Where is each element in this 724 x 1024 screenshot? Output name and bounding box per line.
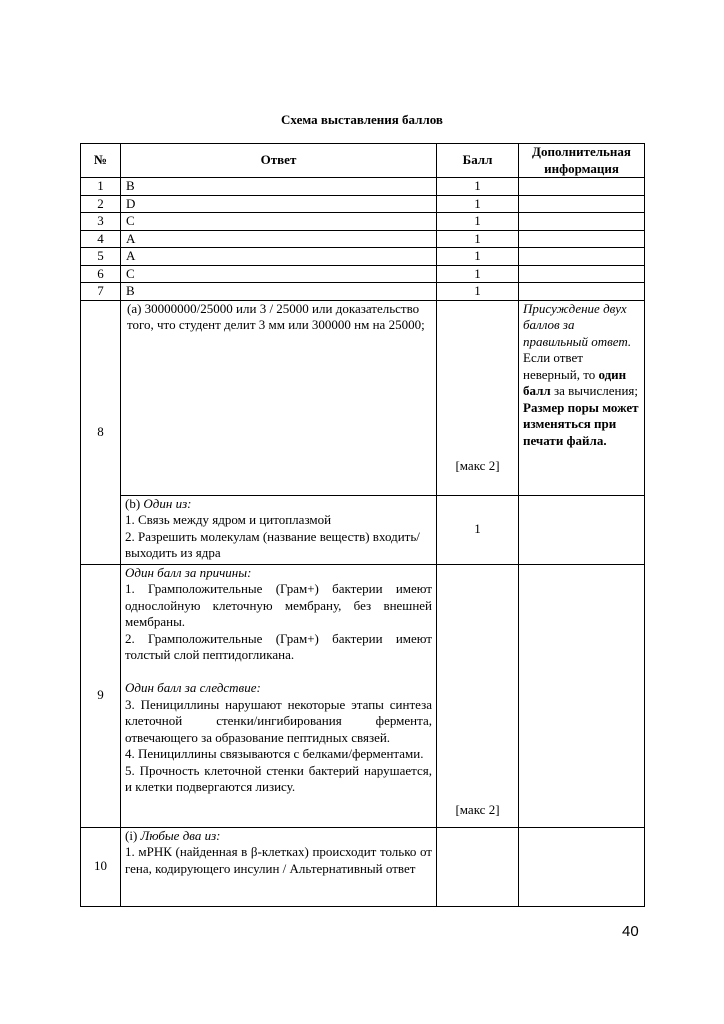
q9-answer	[121, 564, 437, 827]
table-row	[81, 248, 645, 266]
row-num: 3	[81, 213, 121, 231]
q10-info	[519, 827, 645, 906]
row-num: 5	[81, 248, 121, 266]
q8a-info	[519, 300, 645, 495]
table-row	[81, 213, 645, 231]
header-info: Дополнительная информация	[519, 144, 645, 178]
row-num: 4	[81, 230, 121, 248]
row-score: 1	[437, 195, 519, 213]
page-number: 40	[622, 923, 639, 940]
row-score: 1	[437, 248, 519, 266]
header-answer: Ответ	[121, 144, 437, 178]
row-info	[519, 213, 645, 231]
q9-info	[519, 564, 645, 827]
q8-info-bold2: Размер поры может изменяться при печати файла.	[523, 399, 639, 448]
q8a-score: [макс 2]	[437, 300, 519, 495]
q9-item4: 4. Пенициллины связываются с белками/ферментами.	[125, 746, 424, 761]
q10-item1: 1. мРНК (найденная в β-клетках) происходит только от гена, кодирующего инсулин / Альтернативный ответ	[125, 844, 432, 876]
header-score: Балл	[437, 144, 519, 178]
table-row	[81, 178, 645, 196]
table-row-q8b	[81, 495, 645, 564]
table-row-q8a	[81, 300, 645, 495]
row-info	[519, 248, 645, 266]
row-num: 7	[81, 283, 121, 301]
row-num: 2	[81, 195, 121, 213]
row-answer: A	[121, 248, 437, 266]
row-num: 8	[81, 300, 121, 564]
q8b-info	[519, 495, 645, 564]
row-answer: B	[121, 283, 437, 301]
q9-intro2: Один балл за следствие:	[125, 680, 261, 695]
row-answer: D	[121, 195, 437, 213]
q9-item5: 5. Прочность клеточной стенки бактерий нарушается, и клетки подвергаются лизису.	[125, 762, 432, 794]
q9-item3: 3. Пенициллины нарушают некоторые этапы синтеза клеточной стенки/ингибирования фермента, отвечающего за образование пептидных связей.	[125, 696, 432, 745]
q8b-item2: 2. Разрешить молекулам (название веществ) входить/выходить из ядра	[125, 528, 420, 560]
row-info	[519, 195, 645, 213]
row-num: 10	[81, 827, 121, 906]
row-score: 1	[437, 283, 519, 301]
row-answer: B	[121, 178, 437, 196]
row-info	[519, 265, 645, 283]
q10-answer	[121, 827, 437, 906]
table-row-q9	[81, 564, 645, 827]
row-answer: A	[121, 230, 437, 248]
q8b-item1: 1. Связь между ядром и цитоплазмой	[125, 512, 332, 527]
row-answer: C	[121, 265, 437, 283]
q10-intro: Любые два из:	[140, 827, 221, 843]
row-info	[519, 230, 645, 248]
q8b-intro: Один из:	[143, 495, 192, 511]
q10-label: (i)	[125, 827, 138, 843]
row-num: 1	[81, 178, 121, 196]
q9-item1: 1. Грамположительные (Грам+) бактерии имеют однослойную клеточную мембрану, без внешней мембраны.	[125, 581, 432, 629]
q8b-score: 1	[437, 495, 519, 564]
q8-info-italic: Присуждение двух баллов за правильный ответ.	[523, 300, 632, 349]
row-score: 1	[437, 230, 519, 248]
table-row	[81, 265, 645, 283]
row-score: 1	[437, 265, 519, 283]
q8-info-text1: Если ответ неверный, то	[523, 350, 596, 382]
table-header-row	[81, 144, 645, 178]
scoring-table	[80, 143, 645, 907]
row-num: 6	[81, 265, 121, 283]
table-row	[81, 283, 645, 301]
q8-info-text2: за вычисления;	[553, 383, 639, 398]
row-score: 1	[437, 213, 519, 231]
row-score: 1	[437, 178, 519, 196]
q9-intro1: Один балл за причины:	[125, 564, 252, 580]
row-info	[519, 283, 645, 301]
page-title: Схема выставления баллов	[281, 112, 443, 127]
row-answer: C	[121, 213, 437, 231]
table-row-q10	[81, 827, 645, 906]
q10-score	[437, 827, 519, 906]
q8-info-bold1: один балл	[523, 366, 627, 398]
row-info	[519, 178, 645, 196]
table-row	[81, 230, 645, 248]
row-num: 9	[81, 564, 121, 827]
q8b-answer	[121, 495, 437, 564]
q9-item2: 2. Грамположительные (Грам+) бактерии имеют толстый слой пептидогликана.	[125, 630, 432, 662]
q8b-label: (b)	[125, 495, 141, 511]
header-num: №	[81, 144, 121, 178]
q9-score: [макс 2]	[437, 564, 519, 827]
q8a-answer: (a) 30000000/25000 или 3 / 25000 или доказательство того, что студент делит 3 мм или 300000 нм на 25000;	[121, 300, 437, 495]
table-row	[81, 195, 645, 213]
